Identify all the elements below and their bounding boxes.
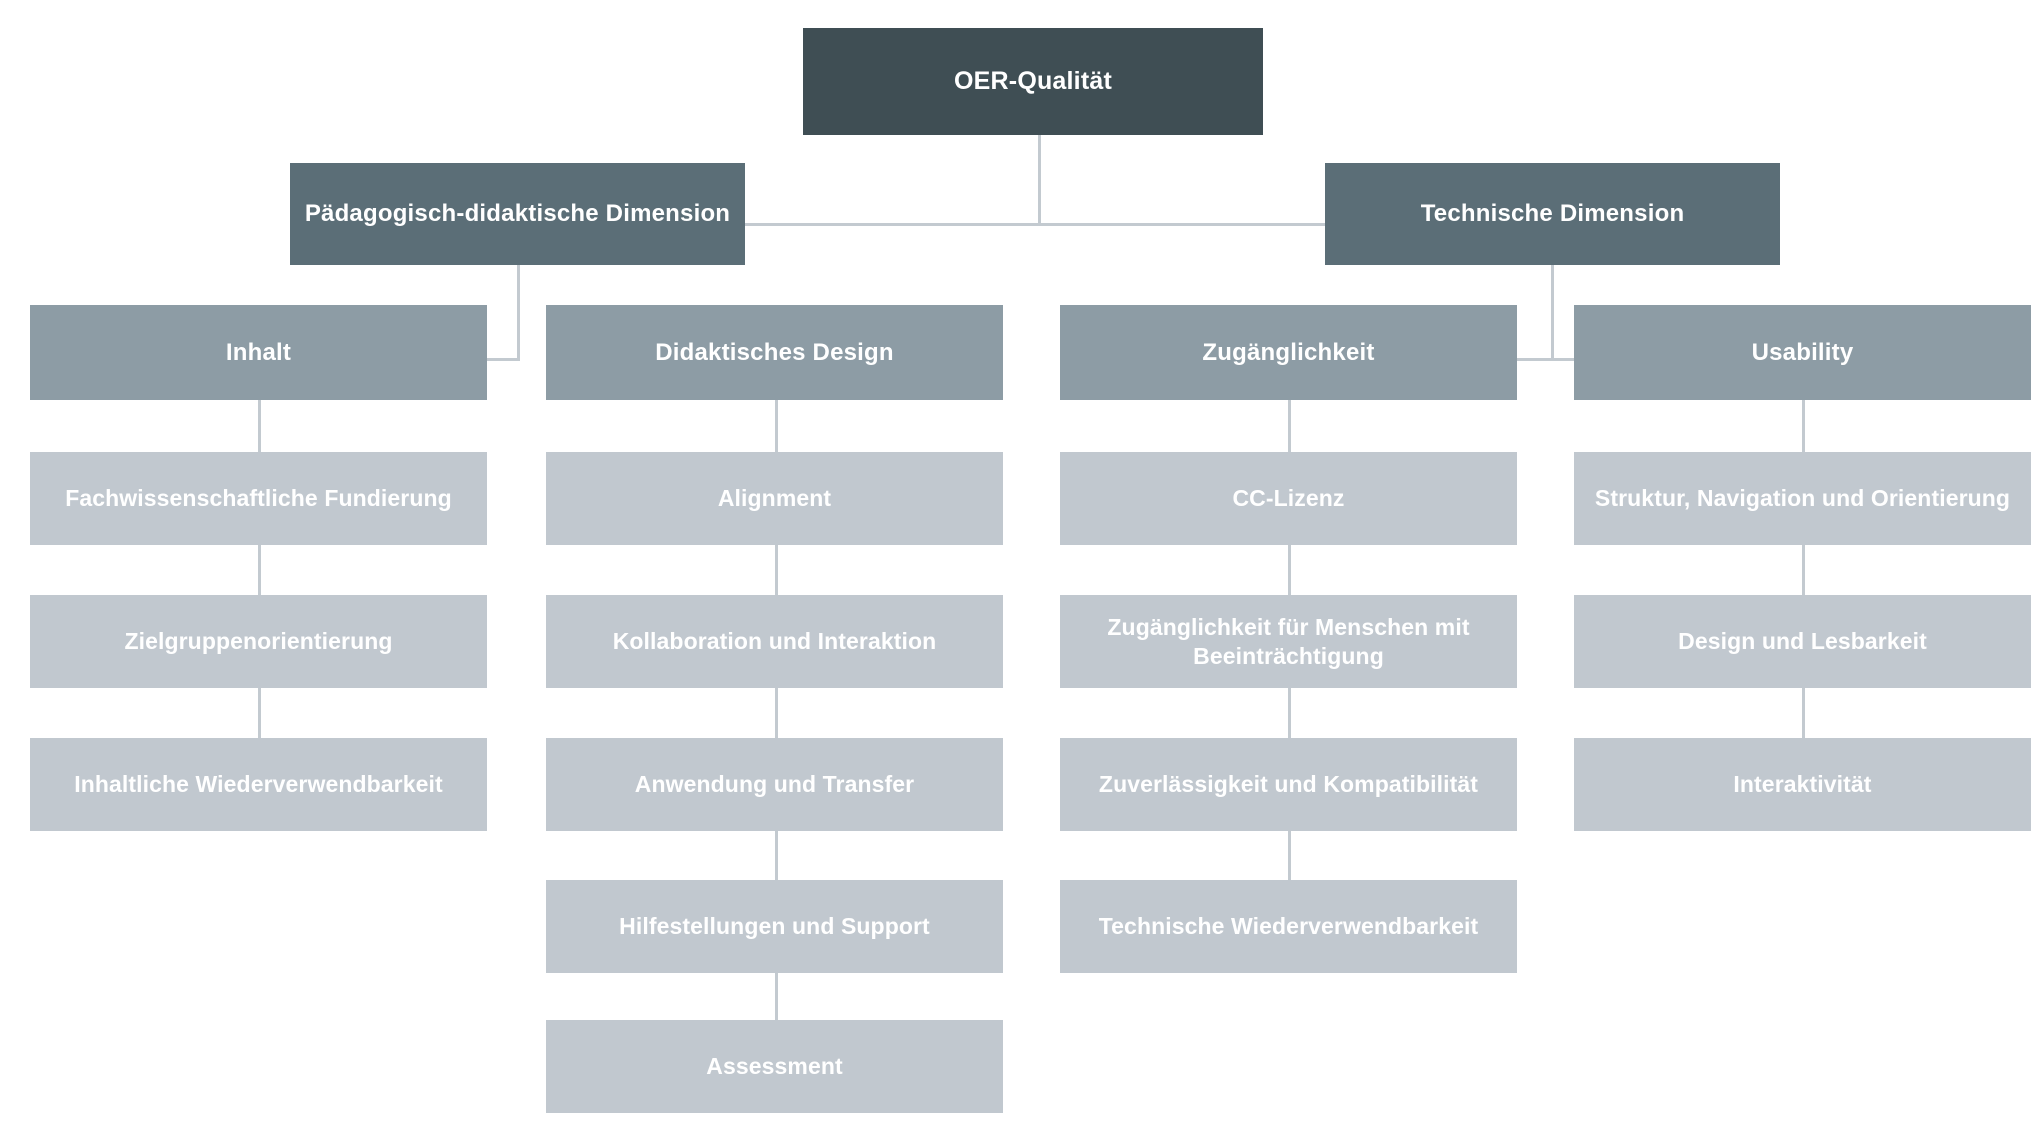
node-label: Zugänglichkeit — [1202, 338, 1375, 366]
node-label: Hilfestellungen und Support — [619, 913, 930, 940]
connector-tech-stem — [1551, 265, 1554, 360]
node-label: Interaktivität — [1733, 771, 1872, 798]
node-dimension-paedagogisch-didaktisch[interactable] — [290, 163, 745, 265]
connector-dd-3 — [775, 828, 778, 880]
node-category-usability[interactable] — [1574, 305, 2031, 400]
connector-inhalt-1 — [258, 400, 261, 452]
connector-usa-2 — [1802, 688, 1805, 738]
node-label: Kollaboration und Interaktion — [612, 628, 937, 655]
node-criterion-struktur-navigation-und-orientierung[interactable] — [1574, 452, 2031, 545]
node-criterion-cc-lizenz[interactable] — [1060, 452, 1517, 545]
connector-zug-2 — [1288, 688, 1291, 738]
node-label: Zielgruppenorientierung — [124, 628, 393, 655]
node-criterion-inhaltliche-wiederverwendbarkeit[interactable] — [30, 738, 487, 831]
connector-zug-3 — [1288, 828, 1291, 880]
node-label: Didaktisches Design — [655, 338, 894, 366]
node-label: Design und Lesbarkeit — [1678, 628, 1927, 655]
node-criterion-kollaboration-und-interaktion[interactable] — [546, 595, 1003, 688]
node-label: Technische Wiederverwendbarkeit — [1098, 913, 1479, 940]
node-label: Pädagogisch-didaktische Dimension — [304, 200, 731, 228]
node-label: Inhalt — [225, 338, 292, 366]
node-criterion-assessment[interactable] — [546, 1020, 1003, 1113]
connector-usa-1 — [1802, 545, 1805, 595]
node-criterion-zugaenglichkeit-fuer-menschen-mit-beeintraechtigung[interactable] — [1060, 595, 1517, 688]
node-category-zugaenglichkeit[interactable] — [1060, 305, 1517, 400]
node-label: Technische Dimension — [1420, 200, 1685, 228]
node-dimension-technisch[interactable] — [1325, 163, 1780, 265]
node-label: Assessment — [706, 1053, 843, 1080]
connector-usa-0 — [1802, 400, 1805, 452]
node-criterion-zielgruppenorientierung[interactable] — [30, 595, 487, 688]
connector-dd-1 — [775, 545, 778, 595]
connector-paed-stem — [517, 265, 520, 360]
node-label: Alignment — [717, 485, 832, 512]
connector-inhalt-3 — [258, 688, 261, 738]
node-label: Zugänglichkeit für Menschen mit Beeinträchtigung — [1107, 614, 1470, 669]
connector-dd-2 — [775, 688, 778, 738]
node-criterion-fachwissenschaftliche-fundierung[interactable] — [30, 452, 487, 545]
node-label: Zuverlässigkeit und Kompatibilität — [1098, 771, 1479, 798]
node-criterion-technische-wiederverwendbarkeit[interactable] — [1060, 880, 1517, 973]
node-criterion-design-und-lesbarkeit[interactable] — [1574, 595, 2031, 688]
node-label: Inhaltliche Wiederverwendbarkeit — [74, 771, 443, 798]
node-label: OER-Qualität — [954, 67, 1112, 96]
node-label: Fachwissenschaftliche Fundierung — [65, 485, 452, 512]
node-category-inhalt[interactable] — [30, 305, 487, 400]
connector-dd-4 — [775, 970, 778, 1020]
node-criterion-interaktivitaet[interactable] — [1574, 738, 2031, 831]
node-criterion-zuverlaessigkeit-und-kompatibilitaet[interactable] — [1060, 738, 1517, 831]
node-label: CC-Lizenz — [1232, 485, 1345, 512]
node-criterion-hilfestellungen-und-support[interactable] — [546, 880, 1003, 973]
node-criterion-anwendung-und-transfer[interactable] — [546, 738, 1003, 831]
node-root-oer-qualitaet[interactable] — [803, 28, 1263, 135]
connector-zug-1 — [1288, 545, 1291, 595]
connector-inhalt-2 — [258, 545, 261, 595]
node-criterion-alignment[interactable] — [546, 452, 1003, 545]
connector-dimension-bar — [740, 223, 1330, 226]
node-category-didaktisches-design[interactable] — [546, 305, 1003, 400]
node-label: Usability — [1751, 338, 1854, 366]
node-label: Struktur, Navigation und Orientierung — [1594, 485, 2011, 512]
connector-root-stem — [1038, 135, 1041, 225]
node-label: Anwendung und Transfer — [634, 771, 915, 798]
